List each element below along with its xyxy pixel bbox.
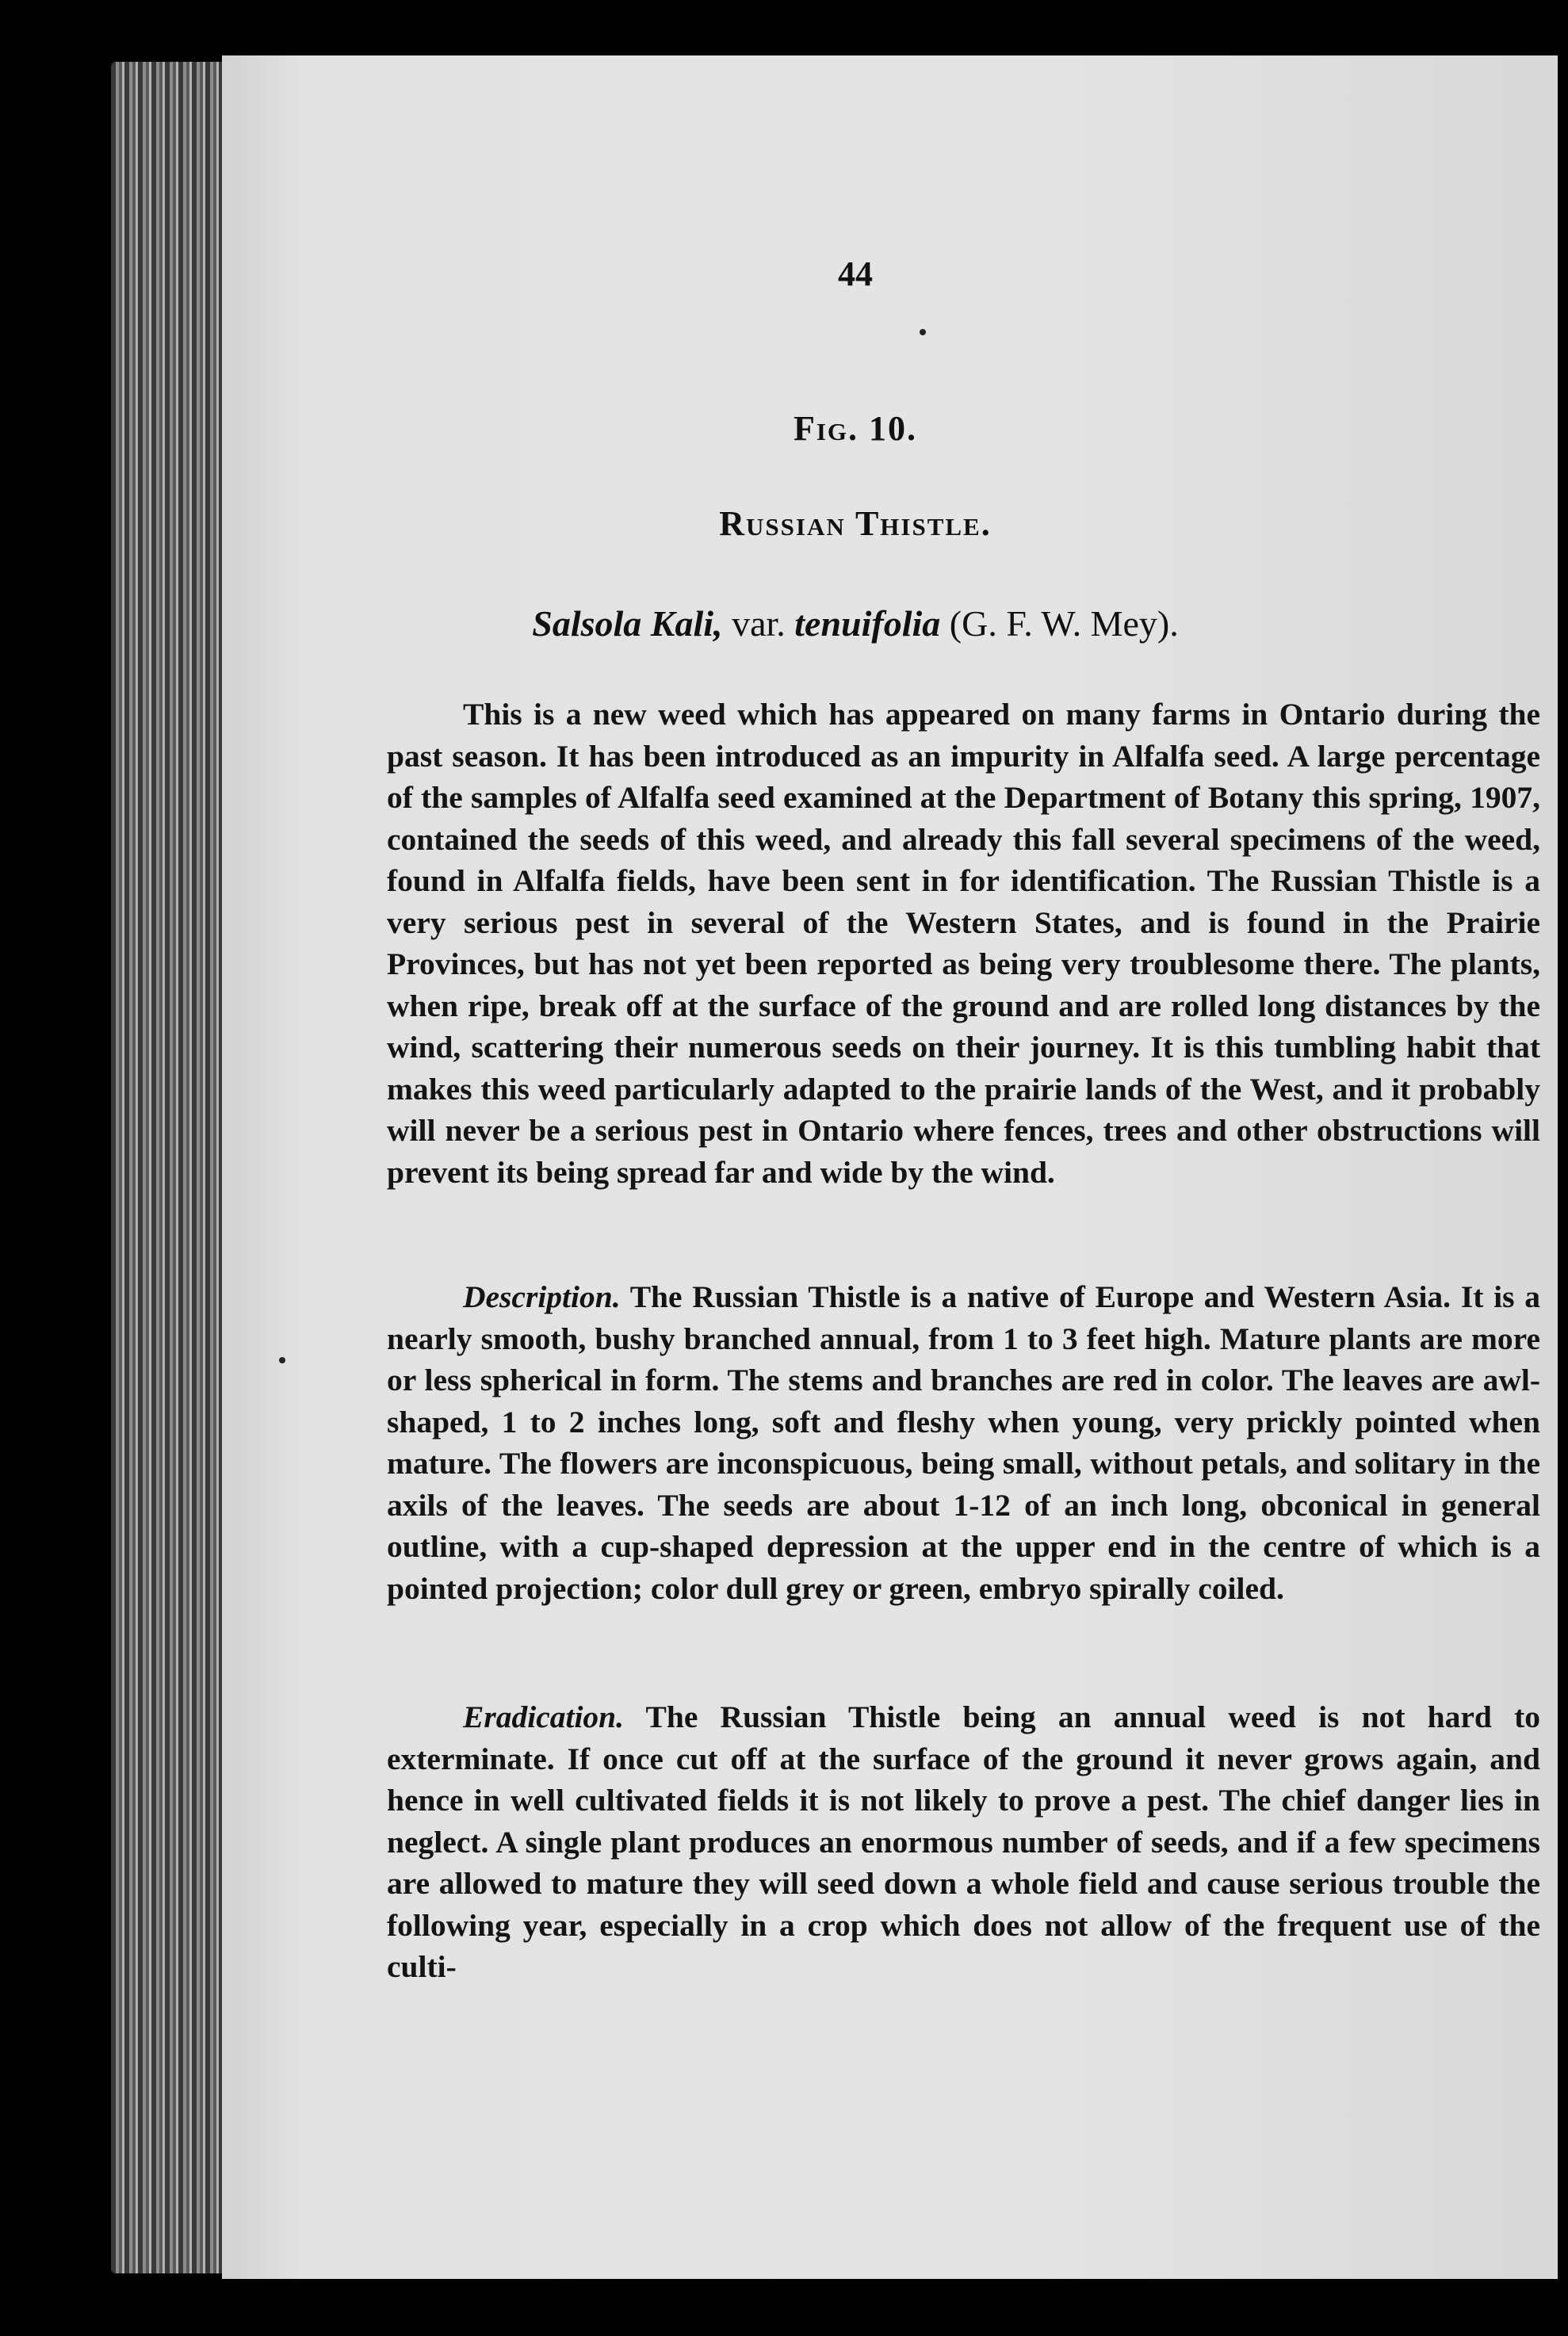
description-heading: Description. bbox=[463, 1279, 621, 1314]
description-section bbox=[387, 1276, 1540, 1609]
scientific-var: var. bbox=[732, 603, 786, 644]
figure-label: Fig. 10. bbox=[793, 409, 918, 448]
eradication-paragraph bbox=[387, 1696, 1540, 1988]
speck bbox=[279, 1357, 285, 1363]
scientific-name bbox=[0, 602, 1568, 644]
plant-title: Russian Thistle. bbox=[719, 504, 992, 543]
description-text: The Russian Thistle is a native of Europe and Western Asia. It is a nearly smooth, bushy branched annual, from 1 to 3 feet high. Mature plants are more or less spherical in form. The stems and branches are red in color. The leaves are awl-shaped, 1 to 2 inches long, soft and fleshy when young, very prickly pointed when mature. The flowers are inconspicuous, being small, without petals, and solitary in the axils of the leaves. The seeds are about 1-12 of an inch long, obconical in general outline, with a cup-shaped depression at the upper end in the centre of which is a pointed projection; color dull grey or green, embryo spirally coiled. bbox=[387, 1279, 1541, 1606]
intro-paragraph: This is a new weed which has appeared on many farms in Ontario during the past season. It has been introduced as an impurity in Alfalfa seed. A large percentage of the samples of Alfalfa seed examined at the Department of Botany this spring, 1907, contained the seeds of this weed, and already this fall several specimens of the weed, found in Alfalfa fields, have been sent in for identification. The Russian Thistle is a very serious pest in several of the Western States, and is found in the Prairie Provinces, but has not yet been reported as being very troublesome there. The plants, when ripe, break off at the surface of the ground and are rolled long distances by the wind, scattering their numerous seeds on their journey. It is this tumbling habit that makes this weed particularly adapted to the prairie lands of the West, and it probably will never be a serious pest in Ontario where fences, trees and other obstructions will prevent its being spread far and wide by the wind. bbox=[387, 697, 1540, 1190]
scientific-variety: tenuifolia bbox=[794, 603, 941, 644]
speck bbox=[920, 329, 926, 335]
description-paragraph bbox=[387, 1276, 1540, 1609]
eradication-section bbox=[387, 1696, 1540, 1988]
scientific-authority: (G. F. W. Mey). bbox=[949, 603, 1179, 644]
intro-section bbox=[387, 694, 1540, 1193]
page-number: 44 bbox=[838, 254, 873, 293]
book-page-edges bbox=[111, 62, 226, 2273]
scientific-genus-species: Salsola Kali, bbox=[532, 603, 723, 644]
eradication-heading: Eradication. bbox=[463, 1699, 625, 1734]
eradication-text: The Russian Thistle being an annual weed is not hard to exterminate. If once cut off at the surface of the ground it never grows again, and hence in well cultivated fields it is not likely to prove a pest. The chief danger lies in neglect. A single plant produces an enormous number of seeds, and if a few specimens are allowed to mature they will seed down a whole field and cause serious trouble the following year, especially in a crop which does not allow of the frequent use of the culti- bbox=[387, 1699, 1540, 1984]
